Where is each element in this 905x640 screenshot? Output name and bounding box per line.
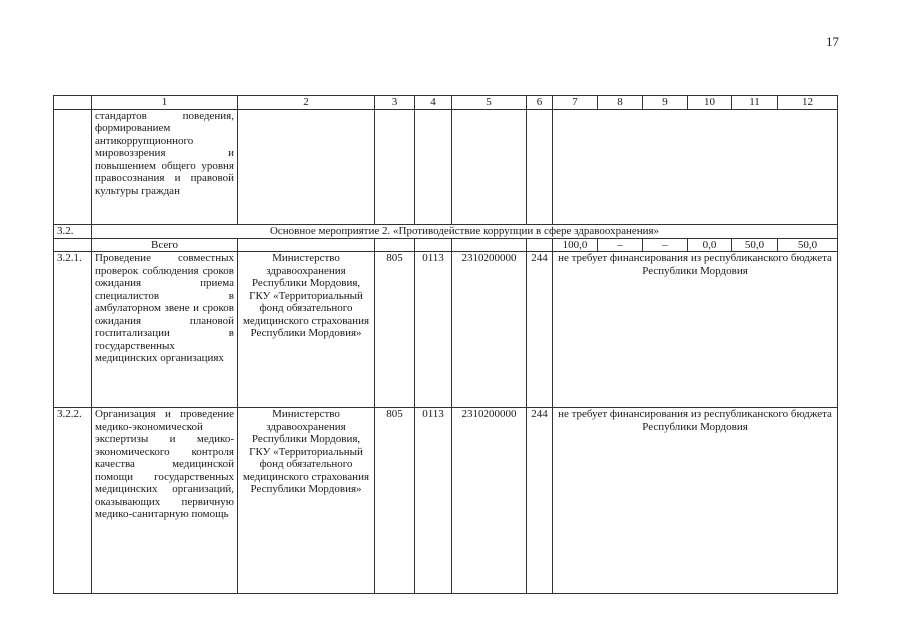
continuation-row bbox=[54, 109, 838, 224]
table-cell bbox=[415, 109, 452, 224]
program-activities-table bbox=[53, 95, 838, 594]
table-cell bbox=[54, 238, 92, 252]
table-cell bbox=[415, 238, 452, 252]
header-cell: 12 bbox=[778, 96, 838, 110]
table-cell bbox=[527, 238, 553, 252]
header-cell: 4 bbox=[415, 96, 452, 110]
activity-number: 3.2.1. bbox=[54, 252, 92, 408]
header-cell: 3 bbox=[375, 96, 415, 110]
continuation-text: стандартов поведения, формированием антикоррупционного мировоззрения и повышением общего уровня правосознания и правовой культуры граждан bbox=[92, 109, 238, 224]
header-cell: 5 bbox=[452, 96, 527, 110]
activity-rzpr-code: 0113 bbox=[415, 252, 452, 408]
activity-rzpr-code: 0113 bbox=[415, 408, 452, 594]
header-cell: 6 bbox=[527, 96, 553, 110]
activity-csr-code: 2310200000 bbox=[452, 252, 527, 408]
table-cell bbox=[452, 238, 527, 252]
activity-csr-code: 2310200000 bbox=[452, 408, 527, 594]
header-cell: 11 bbox=[732, 96, 778, 110]
activity-executor: Министерство здравоохранения Республики Мордовия, ГКУ «Территориальный фонд обязательного медицинского страхования Республики Мордовия» bbox=[238, 408, 375, 594]
activity-row bbox=[54, 408, 838, 594]
total-value: 0,0 bbox=[688, 238, 732, 252]
activity-row bbox=[54, 252, 838, 408]
table-cell bbox=[54, 109, 92, 224]
total-value: 50,0 bbox=[732, 238, 778, 252]
column-number-header-row bbox=[54, 96, 838, 110]
activity-executor: Министерство здравоохранения Республики Мордовия, ГКУ «Территориальный фонд обязательного медицинского страхования Республики Мордовия» bbox=[238, 252, 375, 408]
header-cell: 1 bbox=[92, 96, 238, 110]
table-cell bbox=[375, 109, 415, 224]
table-cell bbox=[238, 109, 375, 224]
header-cell: 8 bbox=[598, 96, 643, 110]
activity-name: Проведение совместных проверок соблюдения сроков ожидания приема специалистов в амбулаторном звене и сроков ожидания плановой госпитализации в государственных медицинских организациях bbox=[92, 252, 238, 408]
total-value: – bbox=[643, 238, 688, 252]
activity-number: 3.2.2. bbox=[54, 408, 92, 594]
section-row bbox=[54, 224, 838, 238]
activity-vr-code: 244 bbox=[527, 408, 553, 594]
activity-name: Организация и проведение медико-экономической экспертизы и медико-экономического контроля качества медицинской помощи государственных медицинских организаций, оказывающих первичную медико-санитарную помощь bbox=[92, 408, 238, 594]
table-cell bbox=[452, 109, 527, 224]
activity-financing-note: не требует финансирования из республиканского бюджета Республики Мордовия bbox=[553, 408, 838, 594]
total-row bbox=[54, 238, 838, 252]
table-cell bbox=[527, 109, 553, 224]
header-cell: 9 bbox=[643, 96, 688, 110]
header-cell: 10 bbox=[688, 96, 732, 110]
header-cell bbox=[54, 96, 92, 110]
total-value: 50,0 bbox=[778, 238, 838, 252]
total-value: – bbox=[598, 238, 643, 252]
activity-grbs-code: 805 bbox=[375, 408, 415, 594]
total-label: Всего bbox=[92, 238, 238, 252]
section-number: 3.2. bbox=[54, 224, 92, 238]
total-value: 100,0 bbox=[553, 238, 598, 252]
activity-grbs-code: 805 bbox=[375, 252, 415, 408]
section-title: Основное мероприятие 2. «Противодействие коррупции в сфере здравоохранения» bbox=[92, 224, 838, 238]
table-cell bbox=[238, 238, 375, 252]
table-cell bbox=[375, 238, 415, 252]
page-number: 17 bbox=[826, 34, 839, 49]
header-cell: 2 bbox=[238, 96, 375, 110]
activity-financing-note: не требует финансирования из республиканского бюджета Республики Мордовия bbox=[553, 252, 838, 408]
activity-vr-code: 244 bbox=[527, 252, 553, 408]
header-cell: 7 bbox=[553, 96, 598, 110]
table-cell bbox=[553, 109, 838, 224]
